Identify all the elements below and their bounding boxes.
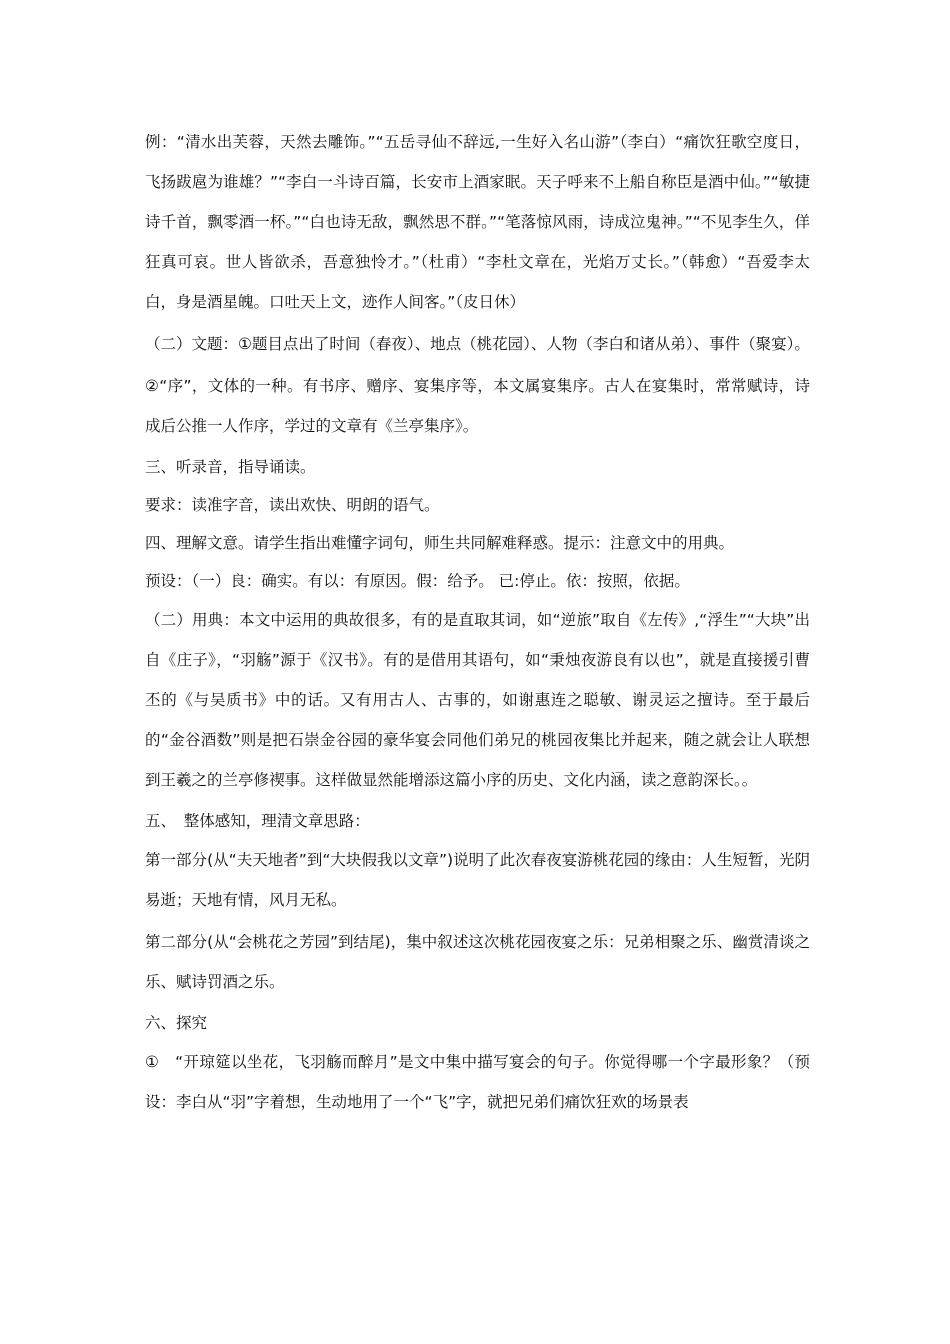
section-heading-listen: 三、听录音，指导诵读。	[145, 458, 316, 476]
paragraph-word-glosses: 预设：（一）良：确实。有以：有原因。假：给予。 已:停止。依：按照，依据。	[145, 572, 690, 590]
paragraph-part-two: 第二部分(从“会桃花之芳园”到结尾)，集中叙述这次桃花园夜宴之乐：兄弟相聚之乐、幽赏清谈之乐、赋诗罚酒之乐。	[145, 933, 810, 991]
paragraph-allusions: （二）用典：本文中运用的典故很多，有的是直取其词，如“逆旅”取自《左传》,“浮生”“大块”出自《庄子》，“羽觞”源于《汉书》。有的是借用其语句，如“秉烛夜游良有以也”，就是直接援引曹丕的《与吴质书》中的话。又有用古人、古事的，如谢惠连之聪敏、谢灵运之擅诗。至于最后的“金谷酒数”则是把石崇金谷园的豪华宴会同他们弟兄的桃园夜集比并起来，随之就会让人联想到王羲之的兰亭修禊事。这样做显然能增添这篇小序的历史、文化内涵，读之意韵深长。。	[145, 611, 810, 789]
paragraph-title-analysis: （二）文题：①题目点出了时间（春夜）、地点（桃花园）、人物（李白和诸从弟）、事件（聚宴）。	[145, 335, 810, 353]
document-body	[145, 122, 810, 1124]
paragraph-preface-genre: ②“序”，文体的一种。有书序、赠序、宴集序等，本文属宴集序。古人在宴集时，常常赋诗，诗成后公推一人作序，学过的文章有《兰亭集序》。	[145, 377, 810, 435]
paragraph-reading-requirement: 要求：读准字音，读出欢快、明朗的语气。	[145, 496, 440, 514]
section-heading-understand: 四、理解文意。请学生指出难懂字词句，师生共同解难释惑。提示：注意文中的用典。	[145, 534, 735, 552]
section-heading-overview: 五、 整体感知，理清文章思路：	[145, 812, 370, 830]
paragraph-exploration-question: ① “开琼筵以坐花，飞羽觞而醉月”是文中集中描写宴会的句子。你觉得哪一个字最形象？（预设：李白从“羽”字着想，生动地用了一个“飞”字，就把兄弟们痛饮狂欢的场景表	[145, 1053, 810, 1111]
section-heading-explore: 六、探究	[145, 1014, 208, 1032]
paragraph-part-one: 第一部分(从“夫天地者”到“大块假我以文章”)说明了此次春夜宴游桃花园的缘由：人生短暂，光阴易逝；天地有情，风月无私。	[145, 851, 810, 909]
paragraph-poem-examples: 例：“清水出芙蓉，天然去雕饰。”“五岳寻仙不辞远,一生好入名山游”（李白）“痛饮狂歌空度日，飞扬跋扈为谁雄？”“李白一斗诗百篇，长安市上酒家眠。天子呼来不上船自称臣是酒中仙。”“敏捷诗千首，飘零酒一杯。”“白也诗无敌，飘然思不群。”“笔落惊风雨，诗成泣鬼神。”“不见李生久，佯狂真可哀。世人皆欲杀，吾意独怜才。”（杜甫）“李杜文章在，光焰万丈长。”（韩愈）“吾爱李太白，身是酒星魄。口吐天上文，迹作人间客。”（皮日休）	[145, 133, 810, 311]
